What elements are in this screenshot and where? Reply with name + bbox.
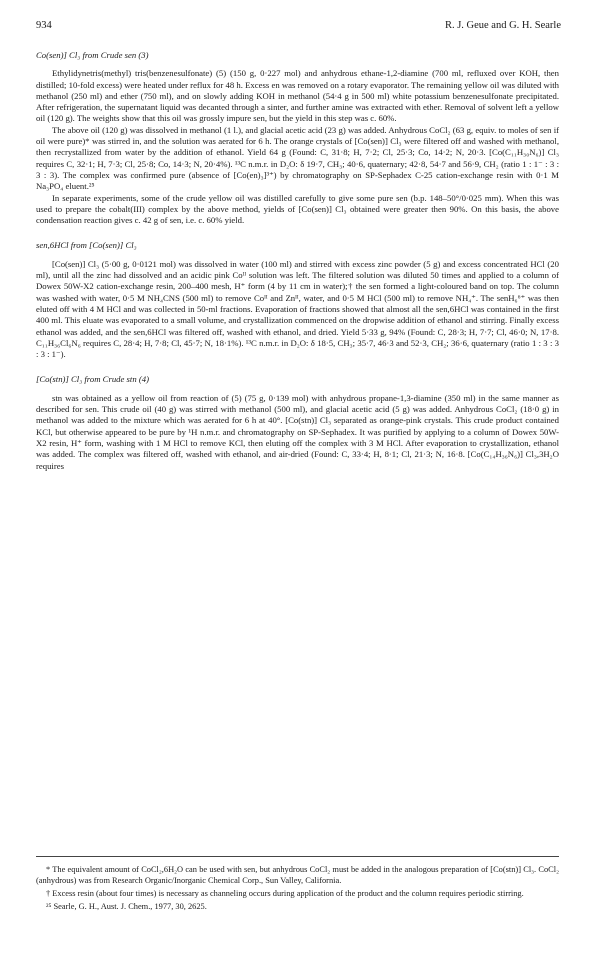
- body-paragraph: In separate experiments, some of the crude yellow oil was distilled carefully to give some pure sen (b.p. 148–50°/0·025 mm). When this was used to prepare the cobalt(III) complex by the above method, yields of [Co(sen)] Cl₃ obtained were greater then 90%. On this basis, the above condensation reaction gives c. 42 g of sen, i.e. c. 60% yield.: [36, 192, 559, 226]
- page-header: [36, 20, 561, 31]
- section-heading: sen,6HCl from [Co(sen)] Cl₃: [36, 240, 137, 251]
- article-body: [36, 50, 559, 472]
- body-paragraph: [Co(sen)] Cl₃ (5·00 g, 0·0121 mol) was dissolved in water (100 ml) and stirred with excess zinc powder (5 g) and excess concentrated HCl (20 ml), until all the zinc had dissolved and an acidic pink Coᴵᴵ solution was left. The filtered solution was diluted 50 times and applied to a column of Dowex 50W-X2 cation-exchange resin, 200–400 mesh, H⁺ form (4 by 11 cm in water);† the sen formed a light-coloured band on top. The column was washed with water, 0·5 M NH₄CNS (500 ml) to remove Coᴵᴵ and Znᴵᴵ, water, and 0·5 M HCl (500 ml) to remove NH₄⁺. The senH₆⁶⁺ was then eluted off with 4 M HCl and was collected in 50-ml fractions. Evaporation of fractions showed that almost all the sen,6HCl was contained in the first 400 ml. This eluate was evaporated to a small volume, and crystallization commenced on the dropwise addition of ethanol and stirring. Finally excess ethanol was added, and the sen,6HCl was filtered off, washed with ethanol, and dried. Yield 5·33 g, 94% (Found: C, 28·3; H, 7·7; Cl, 46·0; N, 17·8. C₁₁H₃₆Cl₆N₆ requires C, 28·4; H, 7·8; Cl, 45·7; N, 18·1%). ¹³C n.m.r. in D₂O: δ 18·5, CH₃; 35·7, 46·3 and 52·3, CH₂; 36·6, quaternary (ratio 1 : 3 : 3 : 3 : 1⁻).: [36, 258, 559, 360]
- footnotes: [36, 856, 559, 914]
- page-number: 934: [36, 20, 52, 31]
- body-paragraph: Ethylidynetris(methyl) tris(benzenesulfonate) (5) (150 g, 0·227 mol) and anhydrous ethane-1,2-diamine (700 ml, refluxed over KOH, then distilled; 10-fold excess) were heated under reflux for 48 h. Excess en was removed on a rotary evaporator. The remaining yellow oil was diluted with methanol (250 ml) and ether (750 ml), and on slowly adding KOH in methanol (54·4 g in 500 ml) white potassium benzenesulfonate precipitated. After refrigeration, the supernatant liquid was decanted through a sinter, and further amine was extracted with ether. Removal of solvent left a yellow oil (120 g). The weights show that this oil was grossly impure sen, but the yield in this step was c. 60%.: [36, 68, 559, 124]
- running-authors: R. J. Geue and G. H. Searle: [444, 20, 561, 31]
- footnote-reference: ²⁵ Searle, G. H., Aust. J. Chem., 1977, 30, 2625.: [46, 902, 207, 912]
- body-paragraph: stn was obtained as a yellow oil from reaction of (5) (75 g, 0·139 mol) with anhydrous propane-1,3-diamine (350 ml) in the same manner as described for sen. This crude oil (40 g) was stirred with methanol (500 ml), and glacial acetic acid (5 g) was added. Anhydrous CoCl₂ (18·0 g) in methanol was added to the mixture which was aerated for 6 h at 40°. [Co(stn)] Cl₃ separated as orange-pink crystals. This crude product contained KCl, but otherwise appeared to be pure by ¹H n.m.r. and chromatography on SP-Sephadex. It was purified by applying to a column of Dowex 50W-X2 resin, H⁺ form, washing with 1 M HCl to remove KCl, then eluting off the complex with 3 M HCl. After evaporation to crystallization, ethanol was added. The complex was filtered off, washed with ethanol, and air-dried (Found: C, 33·4; H, 8·1; Cl, 21·3; N, 16·8. [Co(C₁₄H₃₆N₆)] Cl₃,3H₂O requires: [36, 392, 559, 471]
- section-heading: Co(sen)] Cl₃ from Crude sen (3): [36, 50, 149, 60]
- body-paragraph: The above oil (120 g) was dissolved in methanol (1 l.), and glacial acetic acid (23 g) was added. Anhydrous CoCl₂ (63 g, equiv. to moles of sen if oil were pure)* was stirred in, and the solution was aerated for 6 h. The orange crystals of [Co(sen)] Cl₃ were filtered off and washed with methanol, then recrystallized from water by the addition of ethanol. Yield 64 g (Found: C, 31·8; H, 7·2; Cl, 25·3; Co, 14·2; N, 20·3. [Co(C₁₁H₃₀N₆)] Cl₃ requires C, 32·1; H, 7·3; Cl, 25·8; Co, 14·3; N, 20·4%). ¹³C n.m.r. in D₂O: δ 19·7, CH₃; 40·6, quaternary; 42·8, 54·7 and 56·9, CH₂ (ratio 1 : 1⁻ : 3 : 3 : 3). The complex was confirmed pure (absence of [Co(en)₃]³⁺) by chromatography on SP-Sephadex C-25 cation-exchange resin with 0·1 M Na₃PO₄ eluent.²⁵: [36, 124, 559, 192]
- footnote: * The equivalent amount of CoCl₂,6H₂O can be used with sen, but anhydrous CoCl₂ must be added in the analogous preparation of [Co(stn)] Cl₃. CoCl₂ (anhydrous) was from Research Organic/Inorganic Chemical Corp., Sun Valley, California.: [36, 865, 559, 886]
- section-heading: [Co(stn)] Cl₃ from Crude stn (4): [36, 374, 149, 385]
- footnote: † Excess resin (about four times) is necessary as channeling occurs during application of the product and the column requires periodic stirring.: [46, 889, 524, 899]
